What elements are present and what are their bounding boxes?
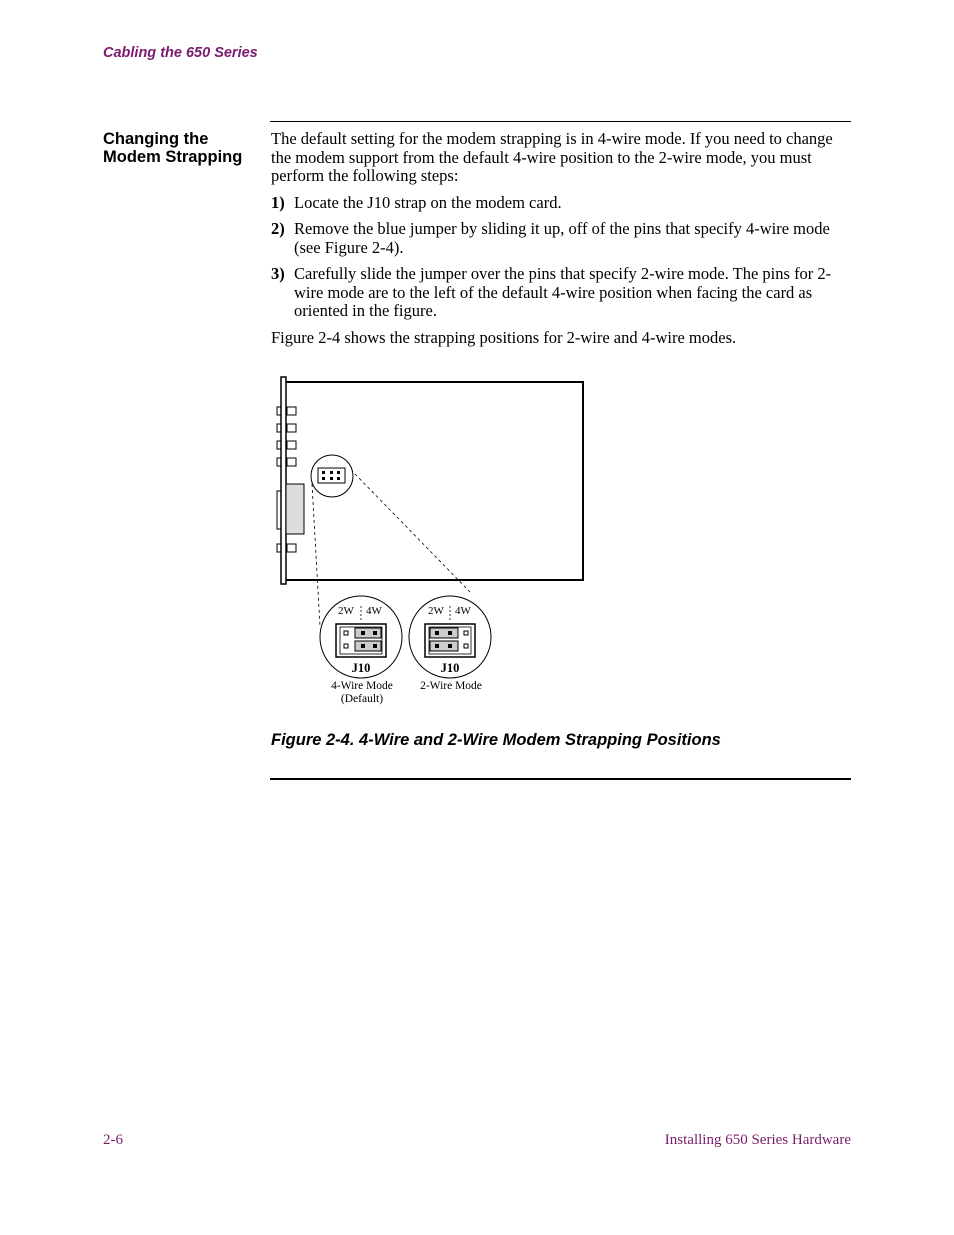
step-text: Remove the blue jumper by sliding it up, off of the pins that specify 4-wire mode (see Figure 2-4). <box>294 219 830 257</box>
modem-card-diagram <box>270 370 600 715</box>
mounting-bracket <box>281 377 286 584</box>
book-title: Installing 650 Series Hardware <box>664 1132 851 1148</box>
detail-4wire-mode <box>320 596 402 705</box>
section-bottom-rule <box>270 778 851 780</box>
section-body <box>271 130 856 355</box>
detail-2wire-mode <box>409 596 491 692</box>
j10-location-marker <box>311 455 353 497</box>
step-number: 1) <box>271 192 285 212</box>
step-text: Locate the J10 strap on the modem card. <box>294 192 562 212</box>
mode-label: 4-Wire Mode <box>331 680 393 692</box>
modem-strapping-figure <box>270 370 600 715</box>
step-text: Carefully slide the jumper over the pins that specify 2-wire mode. The pins for 2-wire mode are to the left of the default 4-wire position when facing the card as oriented in the figure. <box>294 264 832 320</box>
section-top-rule <box>270 121 851 122</box>
label-4w: 4W <box>366 605 382 617</box>
figure-caption: Figure 2-4. 4-Wire and 2-Wire Modem Strapping Positions <box>271 731 721 749</box>
section-heading-line1: Changing the <box>103 130 209 148</box>
label-2w: 2W <box>338 605 354 617</box>
step-number: 3) <box>271 264 285 283</box>
intro-paragraph: The default setting for the modem strapping is in 4-wire mode. If you need to change the modem support from the default 4-wire position to the 2-wire mode, you must perform the following steps: <box>271 129 833 185</box>
section-heading <box>103 130 263 166</box>
step-item <box>271 194 856 213</box>
mode-label: 2-Wire Mode <box>420 680 482 692</box>
page-number: 2-6 <box>103 1132 123 1148</box>
jumper-label: J10 <box>440 661 460 675</box>
figure-reference-paragraph: Figure 2-4 shows the strapping positions for 2-wire and 4-wire modes. <box>271 327 737 347</box>
label-2w: 2W <box>428 605 444 617</box>
step-item <box>271 265 856 321</box>
section-heading-line2: Modem Strapping <box>103 148 243 166</box>
step-item <box>271 220 856 257</box>
mode-default-label: (Default) <box>340 693 384 705</box>
running-head: Cabling the 650 Series <box>103 45 258 61</box>
label-4w: 4W <box>455 605 471 617</box>
step-number: 2) <box>271 219 285 238</box>
modem-card-outline <box>284 382 583 580</box>
jumper-label: J10 <box>351 661 371 675</box>
